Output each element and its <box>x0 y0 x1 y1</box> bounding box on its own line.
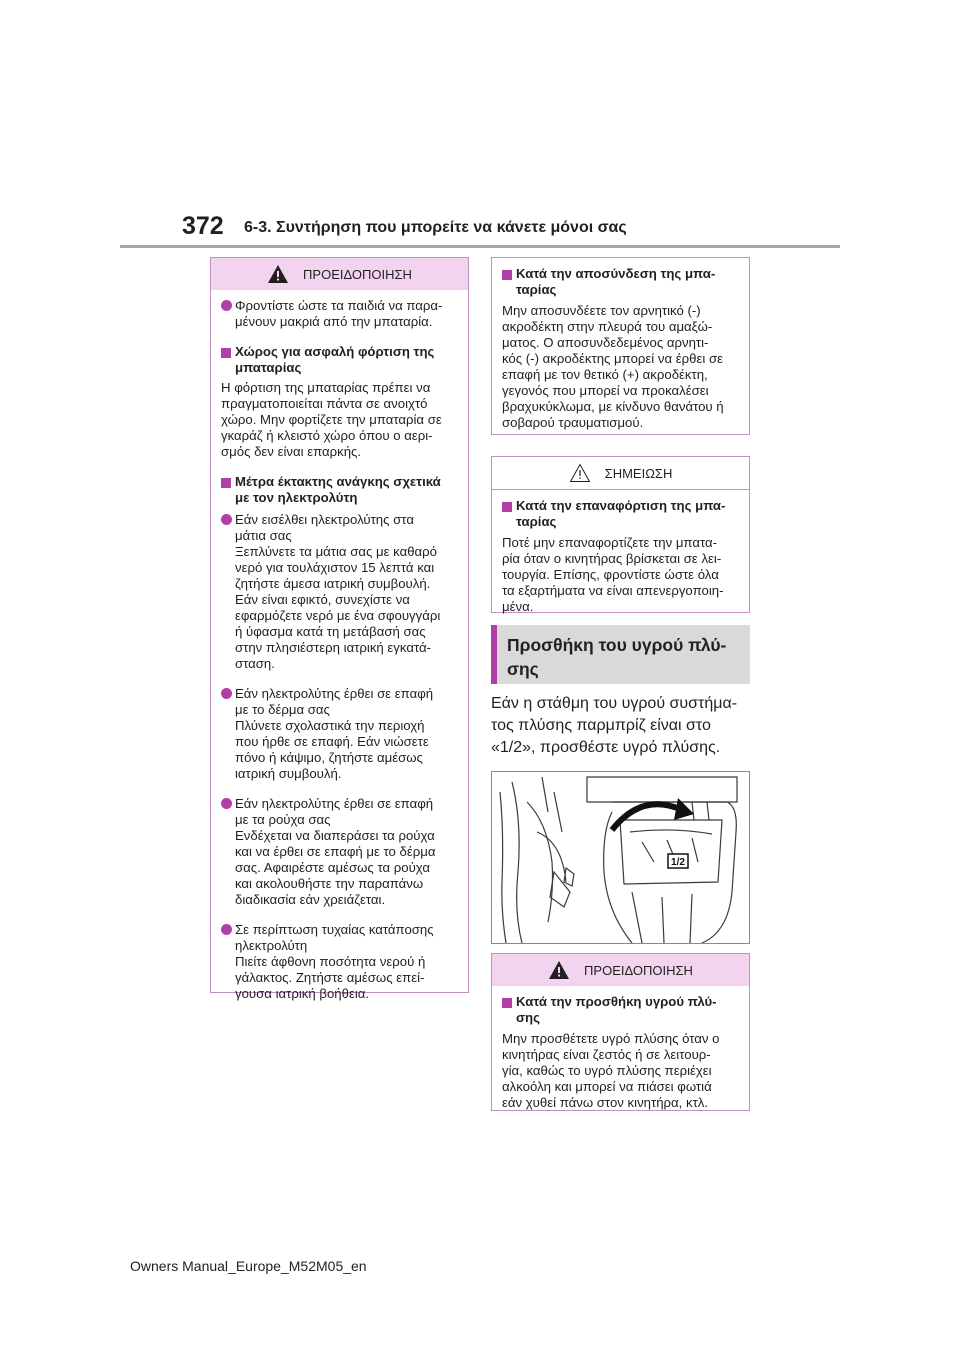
list-item <box>221 922 458 1002</box>
paragraph: Η φόρτιση της μπαταρίας πρέπει να πραγματοποιείται πάντα σε ανοιχτό χώρο. Μην φορτίζετε την μπαταρία σε γκαράζ ή κλειστό χώρο όπου ο αερι- σμός δεν είναι επαρκής. <box>221 380 442 459</box>
warning-title: ΠΡΟΕΙΔΟΠΟΙΗΣΗ <box>303 266 412 282</box>
engine-bay-drawing <box>492 772 749 943</box>
bullet-text: Εάν εισέλθει ηλεκτρολύτης στα μάτια σας Ξεπλύνετε τα μάτια σας με καθαρό νερό για τουλάχιστον 15 λεπτά και ζητήστε άμεσα ιατρική συμβουλή. Εάν είναι εφικτό, συνεχίστε να εφαρμόζετε νερό με ένα σφουγγάρι ή ύφασμα κατά τη μετάβασή σας στην πλησιέστερη ιατρική εγκατά- σταση. <box>235 512 441 671</box>
bullet-text: Φροντίστε ώστε τα παιδιά να παρα- μένουν μακριά από την μπαταρία. <box>235 298 443 329</box>
paragraph: Μην αποσυνδέετε τον αρνητικό (-) ακροδέκτη στην πλευρά του αμαξώ- ματος. Ο αποσυνδεδεμένος αρνητι- κός (-) ακροδέκτης μπορεί να έρθει σε επαφή με τον θετικό (+) ακροδέκτη, γεγονός που μπορεί να προκαλέσει βραχυκύκλωμα, με κίνδυνο θανάτου ή σοβαρού τραυματισμού. <box>502 303 724 430</box>
warning-box-header <box>211 258 468 290</box>
bullet-text: Εάν ηλεκτρολύτης έρθει σε επαφή με τα ρούχα σας Ενδέχεται να διαπεράσει τα ρούχα και να έρθει σε επαφή με το δέρμα σας. Αφαιρέστε αμέσως τα ρούχα και ακολουθήστε την παραπάνω διαδικασία εάν χρειάζεται. <box>235 796 436 907</box>
section-title: 6-3. Συντήρηση που μπορείτε να κάνετε μόνοι σας <box>244 219 627 236</box>
bullet-text: Σε περίπτωση τυχαίας κατάποσης ηλεκτρολύτη Πιείτε άφθονη ποσότητα νερού ή γάλακτος. Ζητήστε αμέσως επεί- γουσα ιατρική βοήθεια. <box>235 922 434 1001</box>
subheading-text: Κατά την προσθήκη υγρού πλύ- σης <box>516 994 717 1025</box>
warning-title: ΠΡΟΕΙΔΟΠΟΙΗΣΗ <box>584 962 693 978</box>
subheading-text: Χώρος για ασφαλή φόρτιση της μπαταρίας <box>235 344 435 375</box>
warning-box-continued <box>491 257 750 435</box>
bullet-dot-icon <box>221 688 232 699</box>
warning-triangle-icon <box>548 960 570 980</box>
bullet-dot-icon <box>221 924 232 935</box>
subheading <box>502 266 739 298</box>
bullet-dot-icon <box>221 798 232 809</box>
square-bullet-icon <box>221 348 231 358</box>
section-heading: Προσθήκη του υγρού πλύ- σης <box>491 625 750 684</box>
notice-header <box>492 457 749 490</box>
paragraph: Ποτέ μην επαναφορτίζετε την μπατα- ρία όταν ο κινητήρας βρίσκεται σε λει- τουργία. Επίσης, φροντίστε ώστε όλα τα εξαρτήματα να είναι απενεργοποιη- μένα. <box>502 535 724 614</box>
subheading-text: Μέτρα έκτακτης ανάγκης σχετικά με τον ηλεκτρολύτη <box>235 474 441 505</box>
warning-box-header <box>492 954 749 986</box>
washer-reservoir-illustration <box>491 771 750 944</box>
footer-text: Owners Manual_Europe_M52M05_en <box>130 1258 367 1274</box>
list-item <box>221 686 458 782</box>
square-bullet-icon <box>502 502 512 512</box>
bullet-text: Εάν ηλεκτρολύτης έρθει σε επαφή με το δέρμα σας Πλύνετε σχολαστικά την περιοχή που ήρθε σε επαφή. Εάν νιώσετε πόνο ή κάψιμο, ζητήστε αμέσως ιατρική συμβουλή. <box>235 686 434 781</box>
notice-title: ΣΗΜΕΙΩΣΗ <box>604 465 673 481</box>
level-mark-label: 1/2 <box>671 857 685 868</box>
subheading-text: Κατά την επαναφόρτιση της μπα- ταρίας <box>516 498 726 529</box>
paragraph: Μην προσθέτετε υγρό πλύσης όταν ο κινητήρας είναι ζεστός ή σε λειτουρ- γία, καθώς το υγρό πλύσης περιέχει αλκοόλη και μπορεί να πιάσει φωτιά εάν χυθεί πάνω στον κινητήρα, κτλ. <box>502 1031 720 1110</box>
header-divider <box>120 245 840 248</box>
subheading <box>502 994 739 1026</box>
warning-triangle-icon <box>267 264 289 284</box>
list-item <box>221 796 458 908</box>
subheading <box>221 474 458 506</box>
warning-box-bottom <box>491 953 750 1111</box>
notice-triangle-icon <box>569 463 591 483</box>
bullet-dot-icon <box>221 300 232 311</box>
square-bullet-icon <box>221 478 231 488</box>
page-number: 372 <box>182 212 224 240</box>
subheading-text: Κατά την αποσύνδεση της μπα- ταρίας <box>516 266 716 297</box>
notice-box <box>491 456 750 613</box>
body-paragraph: Εάν η στάθμη του υγρού συστήμα- τος πλύσης παρμπρίζ είναι στο «1/2», προσθέστε υγρό πλύσης. <box>491 695 738 756</box>
warning-box-left <box>210 257 469 1001</box>
bullet-dot-icon <box>221 514 232 525</box>
square-bullet-icon <box>502 270 512 280</box>
square-bullet-icon <box>502 998 512 1008</box>
list-item <box>221 512 458 672</box>
subheading <box>221 344 458 376</box>
list-item <box>221 298 458 330</box>
subheading <box>502 498 739 530</box>
